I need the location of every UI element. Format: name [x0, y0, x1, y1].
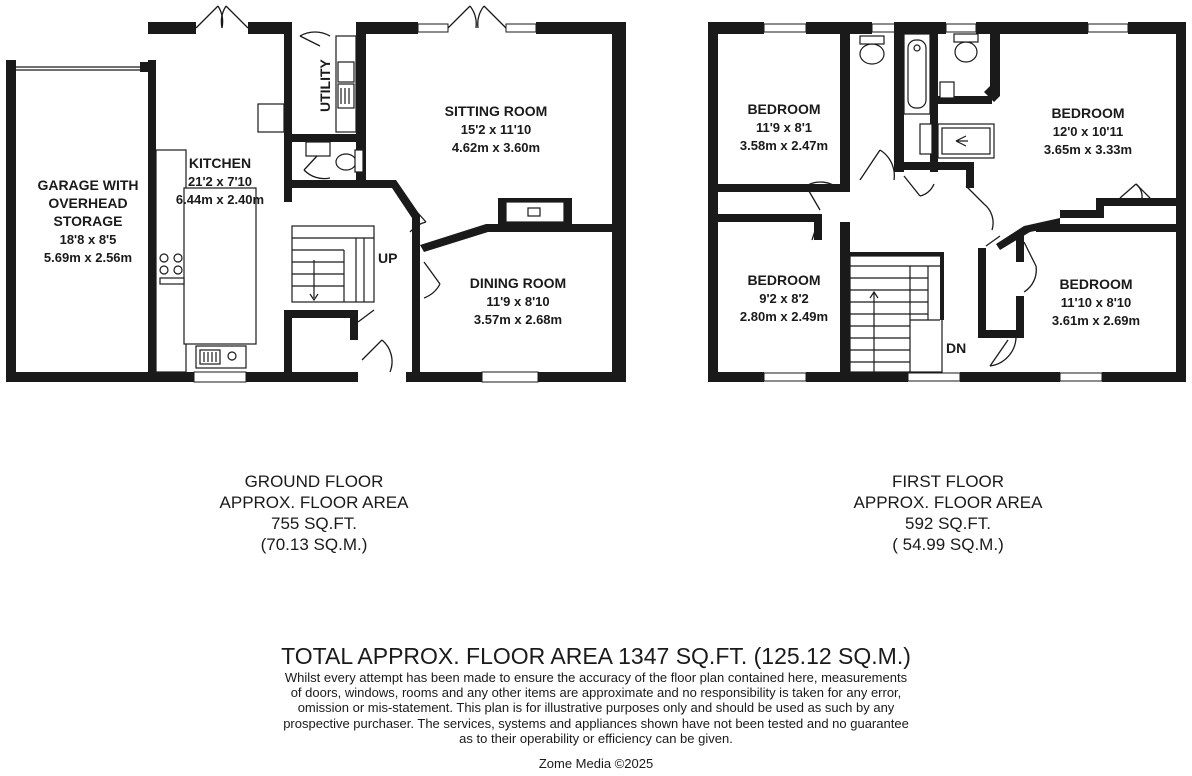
wc-fixtures	[306, 142, 363, 172]
kitchen-label	[176, 155, 264, 207]
utility-label: UTILITY	[317, 59, 333, 112]
bedroom-se-name: BEDROOM	[1059, 276, 1133, 292]
sitting-room-label	[445, 103, 548, 155]
garage-dimensions-imperial: 18'8 x 8'5	[59, 232, 117, 247]
bedroom-ne-label	[1044, 105, 1132, 157]
bedroom-sw-dimensions-metric: 2.80m x 2.49m	[739, 309, 829, 324]
kitchen-dimensions-metric: 6.44m x 2.40m	[175, 192, 265, 207]
disclaimer-line: prospective purchaser. The services, systems and appliances shown have not been tested and no guarantee	[283, 715, 909, 731]
first-floor-area-label: APPROX. FLOOR AREA	[853, 493, 1043, 512]
ground-interior-walls	[284, 22, 626, 382]
dining-room-dimensions-imperial: 11'9 x 8'10	[486, 294, 550, 309]
ground-french-doors	[196, 6, 506, 28]
dining-room-dimensions-metric: 3.57m x 2.68m	[473, 312, 563, 327]
bedroom-se-dimensions-imperial: 11'10 x 8'10	[1060, 295, 1132, 310]
utility-fixtures	[336, 36, 356, 132]
bedroom-ne-dimensions-metric: 3.65m x 3.33m	[1043, 142, 1133, 157]
bedroom-nw-label	[740, 101, 828, 153]
sitting-room-dimensions-imperial: 15'2 x 11'10	[460, 122, 532, 137]
garage-name-line-2: OVERHEAD	[48, 195, 128, 211]
ground-floor-area-label: APPROX. FLOOR AREA	[219, 493, 409, 512]
kitchen-dimensions-imperial: 21'2 x 7'10	[187, 174, 253, 189]
garage-name-line-1: GARAGE WITH	[37, 177, 139, 193]
ground-floor-plan	[6, 6, 626, 382]
bedroom-sw-dimensions-imperial: 9'2 x 8'2	[759, 291, 809, 306]
bedroom-sw-name: BEDROOM	[747, 272, 821, 288]
bedroom-se-dimensions-metric: 3.61m x 2.69m	[1051, 313, 1141, 328]
bedroom-nw-name: BEDROOM	[747, 101, 821, 117]
kitchen-fixtures	[156, 104, 284, 372]
garage-name-line-3: STORAGE	[53, 213, 123, 229]
bedroom-sw-label	[740, 272, 828, 324]
first-floor-summary	[798, 471, 1098, 555]
total-floor-area: TOTAL APPROX. FLOOR AREA 1347 SQ.FT. (125.12 SQ.M.)	[281, 643, 911, 669]
ground-stairs	[292, 226, 374, 302]
first-stairs	[850, 252, 944, 372]
dining-room-name: DINING ROOM	[469, 275, 567, 291]
first-floor-area-sqft: 592 SQ.FT.	[905, 514, 991, 533]
sitting-room-dimensions-metric: 4.62m x 3.60m	[451, 140, 541, 155]
disclaimer-line: of doors, windows, rooms and any other items are approximate and no responsibility is taken for any error,	[290, 685, 902, 701]
ground-floor-summary	[164, 471, 464, 555]
bedroom-nw-dimensions-metric: 3.58m x 2.47m	[739, 138, 829, 153]
garage-label	[37, 177, 138, 265]
sitting-room-fireplace	[498, 198, 572, 224]
garage-dimensions-metric: 5.69m x 2.56m	[43, 250, 133, 265]
stairs-down-label: DN	[946, 340, 967, 356]
first-floor-area-sqm: ( 54.99 SQ.M.)	[892, 535, 1004, 554]
ground-floor-area-sqft: 755 SQ.FT.	[271, 514, 357, 533]
disclaimer-line: omission or mis-statement. This plan is for illustrative purposes only and should be used as such by any	[297, 700, 895, 716]
first-floor-title: FIRST FLOOR	[891, 472, 1005, 491]
bedroom-ne-dimensions-imperial: 12'0 x 10'11	[1052, 124, 1124, 139]
bedroom-se-label	[1052, 276, 1140, 328]
disclaimer-line: as to their operability or efficiency can be given.	[459, 730, 733, 746]
disclaimer-line: Whilst every attempt has been made to ensure the accuracy of the floor plan contained here, measurements	[284, 670, 908, 685]
stairs-up-label: UP	[378, 250, 398, 266]
credit-text: Zome Media ©2025	[538, 756, 654, 771]
bedroom-ne-name: BEDROOM	[1051, 105, 1125, 121]
bedroom-nw-dimensions-imperial: 11'9 x 8'1	[755, 120, 813, 135]
sitting-room-name: SITTING ROOM	[444, 103, 548, 119]
ground-floor-title: GROUND FLOOR	[244, 472, 384, 491]
first-floor-plan	[708, 22, 1186, 382]
dining-room-label	[470, 275, 566, 327]
disclaimer	[246, 670, 946, 746]
kitchen-name: KITCHEN	[188, 155, 252, 171]
ground-floor-area-sqm: (70.13 SQ.M.)	[260, 535, 368, 554]
